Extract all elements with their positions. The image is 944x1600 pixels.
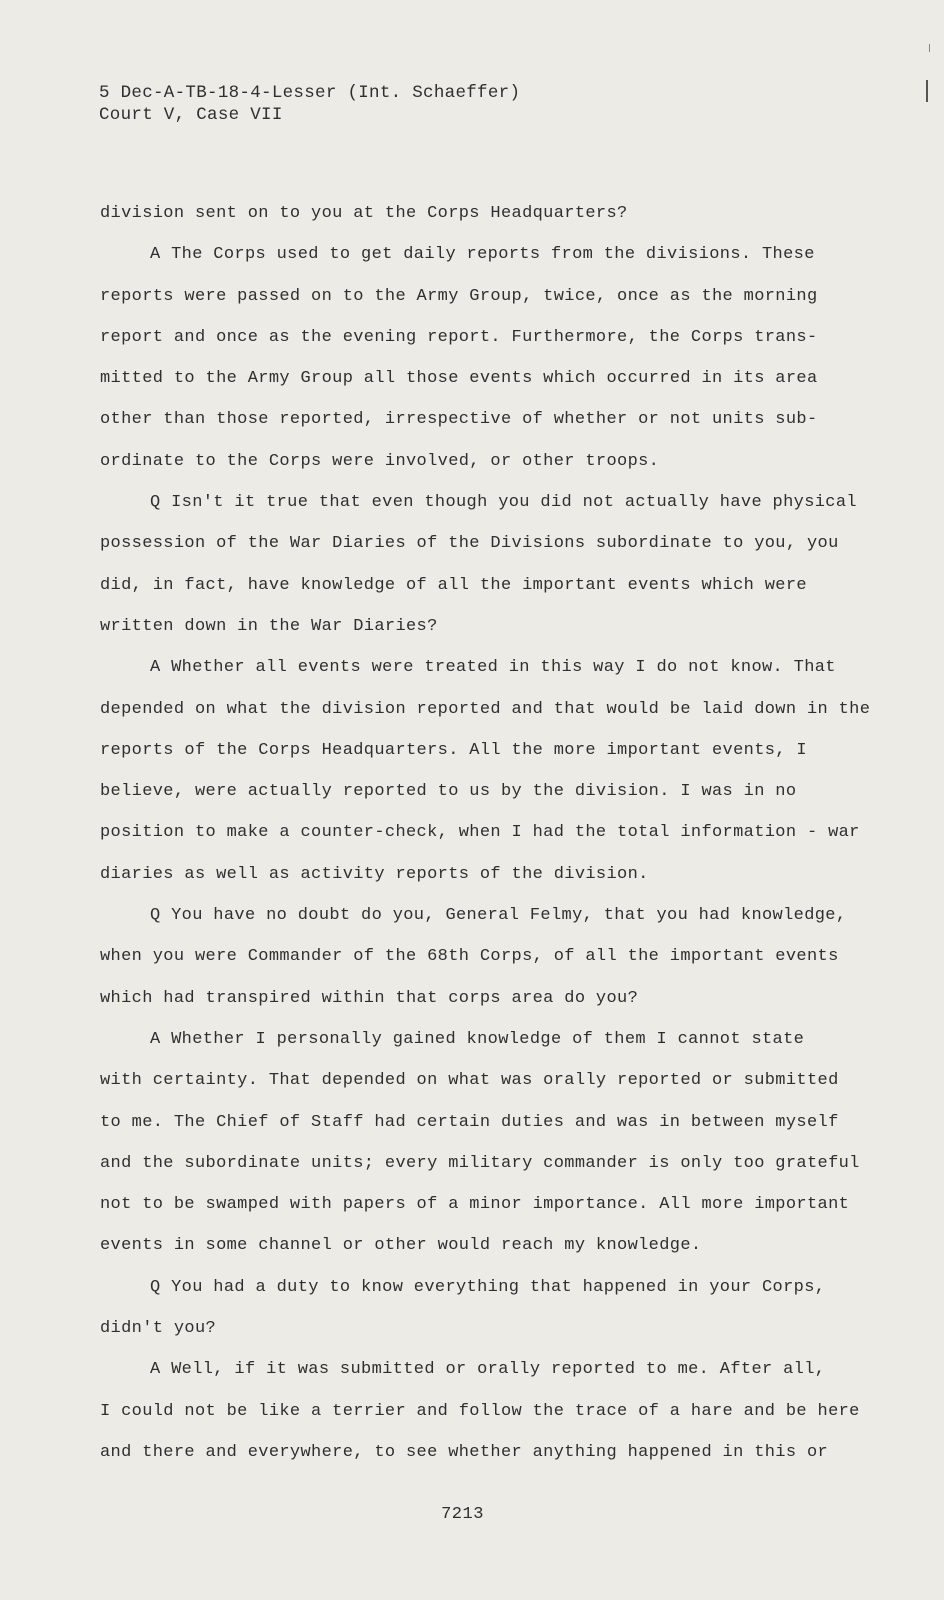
text-line: didn't you? (100, 1319, 217, 1339)
text-line: reports of the Corps Headquarters. All the more important events, I (100, 740, 807, 760)
transcript-body (100, 203, 871, 1483)
text-line: when you were Commander of the 68th Corps, of all the important events (100, 947, 839, 967)
text-line: A Whether all events were treated in this way I do not know. That (150, 658, 836, 678)
text-line: A The Corps used to get daily reports from the divisions. These (150, 245, 815, 265)
text-line: diaries as well as activity reports of the division. (100, 864, 649, 884)
edge-mark-small (929, 44, 930, 52)
text-line: and there and everywhere, to see whether anything happened in this or (100, 1442, 829, 1462)
text-line: Q Isn't it true that even though you did not actually have physical (150, 493, 857, 513)
text-line: possession of the War Diaries of the Divisions subordinate to you, you (100, 534, 839, 554)
text-line: written down in the War Diaries? (100, 616, 438, 636)
text-line: events in some channel or other would reach my knowledge. (100, 1236, 702, 1256)
text-line: Q You have no doubt do you, General Felmy, that you had knowledge, (150, 906, 847, 926)
text-line: report and once as the evening report. Furthermore, the Corps trans- (100, 327, 818, 347)
text-line: which had transpired within that corps area do you? (100, 988, 639, 1008)
text-line: and the subordinate units; every military commander is only too grateful (100, 1153, 860, 1173)
text-line: other than those reported, irrespective of whether or not units sub- (100, 410, 818, 430)
text-line: depended on what the division reported and that would be laid down in the (100, 699, 871, 719)
document-header (99, 82, 520, 126)
text-line: mitted to the Army Group all those events which occurred in its area (100, 369, 818, 389)
text-line: did, in fact, have knowledge of all the important events which were (100, 575, 807, 595)
page-number: 7213 (441, 1505, 484, 1524)
text-line: believe, were actually reported to us by the division. I was in no (100, 782, 797, 802)
header-court: Court V, Case VII (99, 105, 283, 125)
text-line: with certainty. That depended on what was orally reported or submitted (100, 1071, 839, 1091)
edge-mark (926, 80, 928, 102)
text-line: reports were passed on to the Army Group, twice, once as the morning (100, 286, 818, 306)
text-line: A Whether I personally gained knowledge of them I cannot state (150, 1029, 805, 1049)
header-reference: 5 Dec-A-TB-18-4-Lesser (Int. Schaeffer) (99, 83, 521, 103)
text-line: division sent on to you at the Corps Headquarters? (100, 204, 628, 223)
text-line: not to be swamped with papers of a minor importance. All more important (100, 1195, 850, 1215)
text-line: A Well, if it was submitted or orally reported to me. After all, (150, 1360, 826, 1380)
text-line: I could not be like a terrier and follow the trace of a hare and be here (100, 1401, 860, 1421)
text-line: position to make a counter-check, when I had the total information - war (100, 823, 860, 843)
text-line: Q You had a duty to know everything that happened in your Corps, (150, 1277, 826, 1297)
text-line: ordinate to the Corps were involved, or other troops. (100, 451, 660, 471)
text-line: to me. The Chief of Staff had certain duties and was in between myself (100, 1112, 839, 1132)
